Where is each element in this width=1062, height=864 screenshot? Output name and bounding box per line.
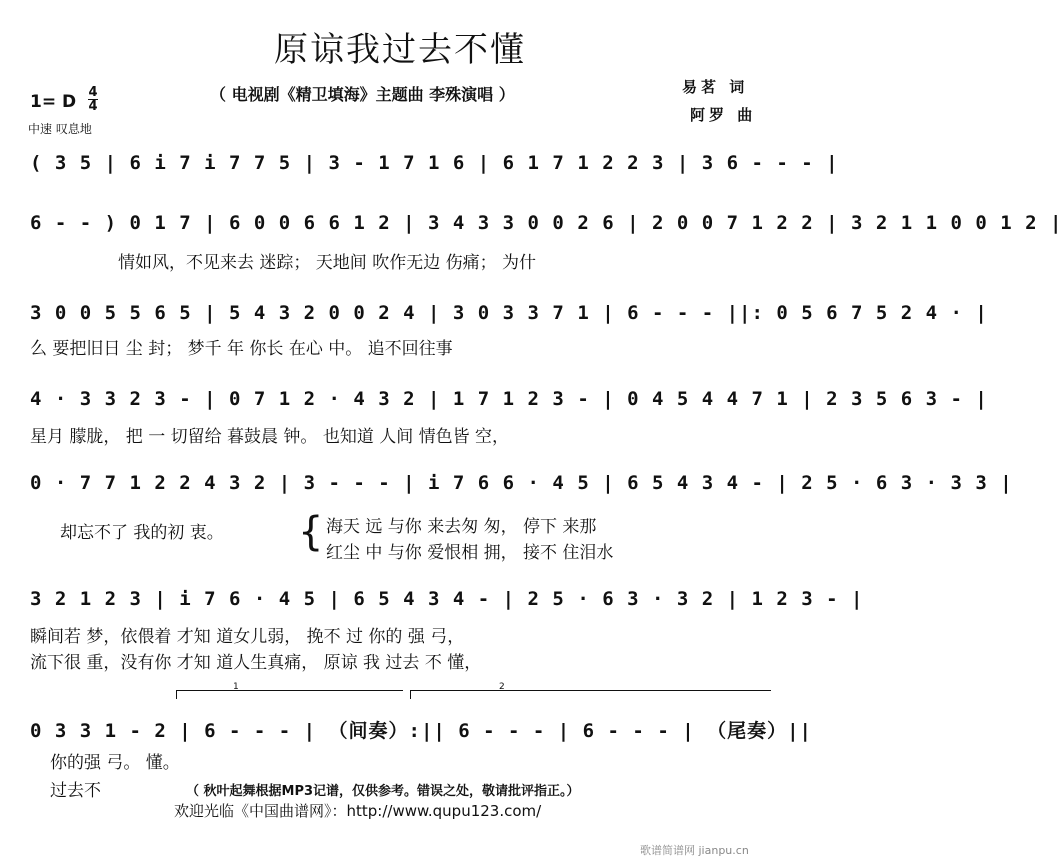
score-line-4: 4 · 3 3 2 3 - | 0 7 1 2 · 4 3 2 | 1 7 1 2 3 - | 0 4 5 4 4 7 1 | 2 3 5 6 3 - | <box>30 388 988 410</box>
volta-1: 1 <box>176 690 403 699</box>
verse1-line-5: 海天 远 与你 来去匆 匆， 停下 来那 <box>326 517 597 537</box>
composer: 阿罗 曲 <box>690 106 757 124</box>
website-link[interactable]: 欢迎光临《中国曲谱网》：http://www.qupu123.com/ <box>174 802 542 820</box>
lyric-line-7-2: 过去不 <box>50 781 101 801</box>
page-title: 原谅我过去不懂 <box>274 30 526 70</box>
score-line-7: 0 3 3 1 - 2 | 6 - - - | （间奏）:|| 6 - - - | 6 - - - | （尾奏）|| <box>30 720 812 742</box>
time-signature-top: 4 <box>88 85 98 100</box>
score-line-1: ( 3 5 | 6 i 7 i 7 7 5 | 3 - 1 7 1 6 | 6 1 7 1 2 2 3 | 3 6 - - - | <box>30 152 839 174</box>
lyricist: 易茗 词 <box>682 78 749 96</box>
verse2-line-6: 流下很 重，没有你 才知 道人生真痛， 原谅 我 过去 不 懂， <box>30 653 482 673</box>
lyric-line-7-1: 你的强 弓。 懂。 <box>50 753 180 773</box>
lyric-line-2: 情如风，不见来去 迷踪； 天地间 吹作无边 伤痛； 为什 <box>118 253 537 273</box>
subtitle: （ 电视剧《精卫填海》主题曲 李殊演唱 ） <box>210 85 515 104</box>
score-line-2: 6 - - ) 0 1 7 | 6 0 0 6 6 1 2 | 3 4 3 3 0 0 2 6 | 2 0 0 7 1 2 2 | 3 2 1 1 0 0 1 2 | <box>30 212 1062 234</box>
time-signature <box>88 86 98 113</box>
verse-brace: { <box>298 509 324 555</box>
key-signature: 1= D <box>30 92 77 112</box>
score-line-3: 3 0 0 5 5 6 5 | 5 4 3 2 0 0 2 4 | 3 0 3 3 7 1 | 6 - - - ||: 0 5 6 7 5 2 4 · | <box>30 302 988 324</box>
score-line-6: 3 2 1 2 3 | i 7 6 · 4 5 | 6 5 4 3 4 - | 2 5 · 6 3 · 3 2 | 1 2 3 - | <box>30 588 864 610</box>
time-signature-bottom: 4 <box>88 99 98 114</box>
tempo-marking: 中速 叹息地 <box>28 122 92 136</box>
verse1-line-6: 瞬间若 梦，依偎着 才知 道女儿弱， 挽不 过 你的 强 弓， <box>30 627 465 647</box>
watermark: 歌谱简谱网 jianpu.cn <box>640 844 749 857</box>
lyric-line-4: 星月 朦胧， 把 一 切留给 暮鼓晨 钟。 也知道 人间 情色皆 空， <box>30 427 510 447</box>
transcription-note: （ 秋叶起舞根据MP3记谱，仅供参考。错误之处，敬请批评指正。） <box>186 784 580 799</box>
lyric-line-3: 么 要把旧日 尘 封； 梦千 年 你长 在心 中。 追不回往事 <box>30 339 453 359</box>
score-line-5: 0 · 7 7 1 2 2 4 3 2 | 3 - - - | i 7 6 6 · 4 5 | 6 5 4 3 4 - | 2 5 · 6 3 · 3 3 | <box>30 472 1013 494</box>
verse2-line-5: 红尘 中 与你 爱恨相 拥， 接不 住泪水 <box>326 543 614 563</box>
volta-2: 2 <box>410 690 771 699</box>
lyric-line-5: 却忘不了 我的初 衷。 <box>60 523 224 543</box>
